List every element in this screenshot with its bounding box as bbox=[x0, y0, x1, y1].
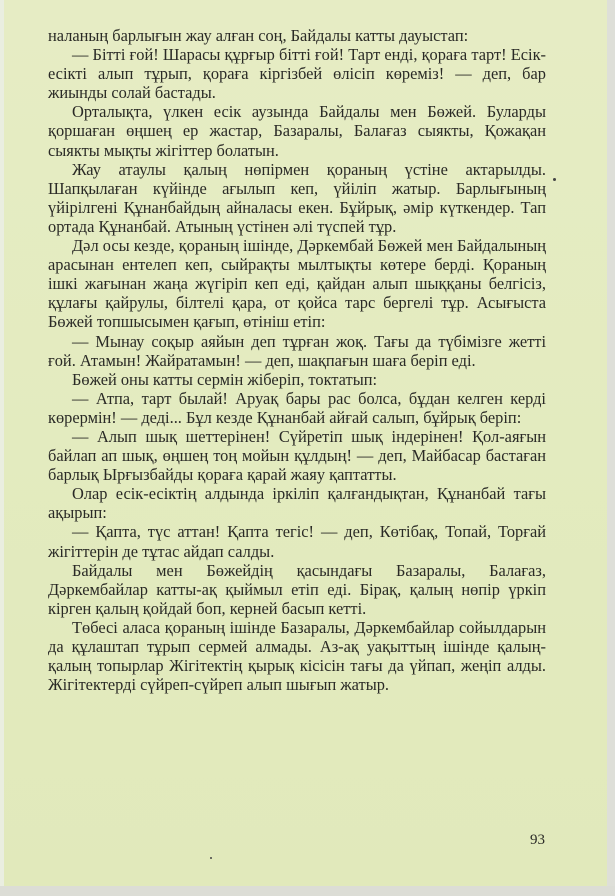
paragraph-4: Жау атаулы қалың нөпірмен қораның үстіне актарылды. Шапқылаған күйінде ағылып кеп, үйіліп жатыр. Барлығының үйірілгені Құнанбайдың айналасы екен. Бұйрық, әмір күткендер. Тап ортада Құнанбай. Атының үстінен әлі түспей тұр. bbox=[48, 159, 546, 236]
page-number: 93 bbox=[530, 832, 545, 848]
page-bottom-edge bbox=[0, 886, 615, 896]
paragraph-8: — Атпа, тарт былай! Аруақ бары рас болса, бұдан келген керді көрермін! — деді... Бұл кезде Құнанбай айғай салып, бұйрық беріп: bbox=[48, 388, 546, 427]
paragraph-13: Төбесі аласа қораның ішінде Базаралы, Дәркембайлар сойылдарын да құлаштап тұрып сермей алмады. Аз-ақ уақыттың ішінде қалың-қалың топырлар Жігітектің қырық кісісін тағы да үйпап, жеңіп алды. Жігітектерді сүйреп-сүйреп алып шығып жатыр. bbox=[48, 617, 546, 695]
body-text bbox=[48, 26, 546, 694]
page-right-edge bbox=[607, 0, 615, 896]
paragraph-11: — Қапта, түс аттан! Қапта тегіс! — деп, Көтібақ, Топай, Торғай жігіттерін де тұтас айдап салды. bbox=[48, 522, 546, 561]
speck bbox=[553, 178, 556, 181]
paragraph-2: — Бітті ғой! Шарасы құрғыр бітті ғой! Тарт енді, қораға тарт! Есік-есікті алып тұрып, қораға кіргізбей өлісіп көреміз! — деп, бар жиынды солай бастады. bbox=[48, 45, 546, 103]
paragraph-9: — Алып шық шеттерінен! Сүйретіп шық індерінен! Қол-аяғын байлап ап шық, өңшең тоң мойын құлдың! — деп, Майбасар бастаған барлық Ырғызбайды қораға қарай жаяу қаптатты. bbox=[48, 426, 546, 485]
paragraph-6: — Мынау соқыр аяйын деп тұрған жоқ. Тағы да түбімізге жетті ғой. Атамын! Жайратамын! — деп, шақпағын шаға беріп еді. bbox=[48, 331, 546, 370]
paragraph-3: Орталықта, үлкен есік аузында Байдалы мен Бөжей. Буларды қоршаған өңшең ер жастар, Базаралы, Балағаз сыякты, Қожақан сыякты мықты жігіттер болатын. bbox=[48, 102, 546, 160]
paragraph-7: Бөжей оны катты сермін жіберіп, токтатып: bbox=[72, 369, 378, 389]
paragraph-12: Байдалы мен Бөжейдің қасындағы Базаралы, Балағаз, Дәркембайлар катты-ақ қыймыл етіп еді. Бірақ, қалың нөпір үркіп кірген қалың қойдай боп, керней басып кетті. bbox=[48, 560, 546, 618]
paragraph-1: наланың барлығын жау алған соң, Байдалы катты дауыстап: bbox=[48, 26, 469, 45]
paragraph-5: Дәл осы кезде, қораның ішінде, Дәркембай Бөжей мен Байдалының арасынан ентелеп кеп, сыйрақты мылтықты көтере берді. Қораның ішкі жағынан жаңа жүгіріп кеп еді, қайдан алып шыққаны белгісіз, құлағы қайрулы, білтелі қара, от қойса тарс бергелі тұр. Асығыста Бөжей топшысымен қағып, өтініш етіп: bbox=[48, 236, 547, 332]
paragraph-10: Олар есік-есіктің алдында іркіліп қалғандықтан, Құнанбай тағы ақырып: bbox=[48, 484, 546, 523]
speck bbox=[210, 857, 212, 859]
